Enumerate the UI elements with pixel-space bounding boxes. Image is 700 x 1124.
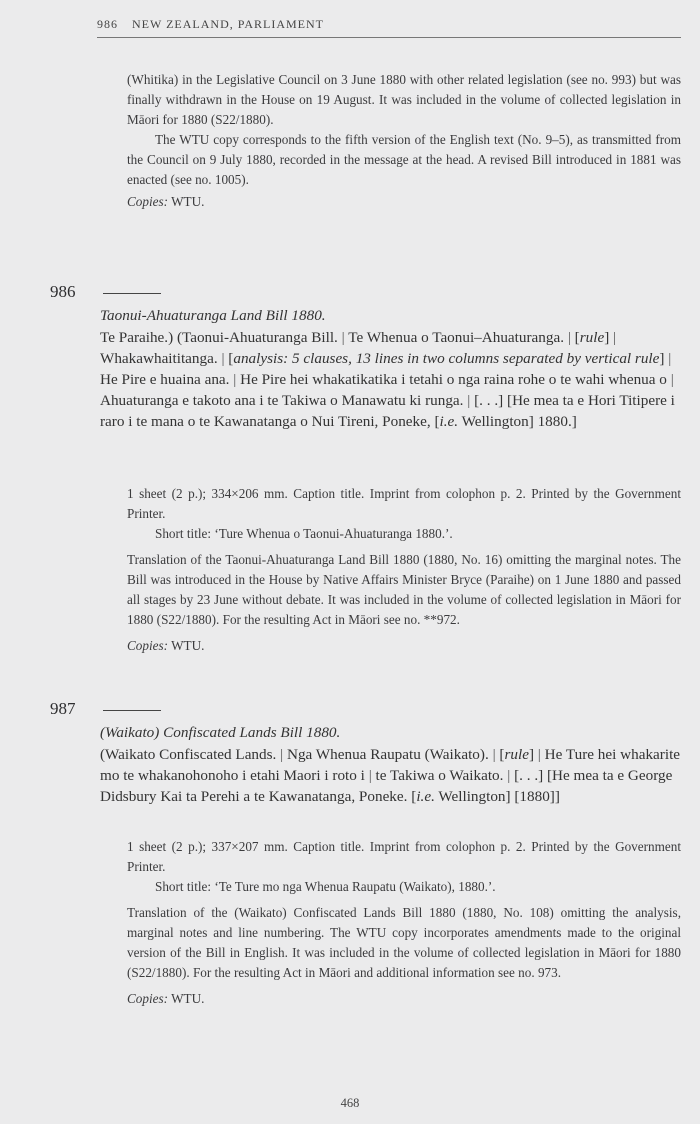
short-title: Short title: ‘Ture Whenua o Taonui-Ahuaturanga 1880.’. [155,526,453,541]
intro-paragraph-2: The WTU copy corresponds to the fifth version of the English text (No. 9–5), as transmitted from the Council on 9 July 1880, recorded in the message at the head. A revised Bill introduced in 1881 was enacted (see no. 1005). [127,132,681,187]
entry-note: Translation of the Taonui-Ahuaturanga Land Bill 1880 (1880, No. 16) omitting the marginal notes. The Bill was introduced in the House by Native Affairs Minister Bryce (Paraihe) on 1 June 1880 and passed all stages by 23 June without debate. It was included in the volume of collected legislation in Māori for 1880 (S22/1880). For the resulting Act in Māori see no. **972. [127,552,681,627]
entry-note: Translation of the (Waikato) Confiscated Lands Bill 1880 (1880, No. 108) omitting the analysis, marginal notes and line numbering. The WTU copy incorporates amendments made to the original version of the Bill in English. It was included in the volume of collected legislation in Māori for 1880 (S22/1880). For the resulting Act in Māori and additional information see no. 973. [127,905,681,980]
short-title: Short title: ‘Te Ture mo nga Whenua Raupatu (Waikato), 1880.’. [155,879,496,894]
entry-title: (Waikato) Confiscated Lands Bill 1880. [100,724,341,741]
running-head [97,17,681,38]
intro-copies: Copies: WTU. [127,194,205,209]
entry-987-notes [127,837,681,1009]
intro-block [127,70,681,212]
entry-title: Taonui-Ahuaturanga Land Bill 1880. [100,307,326,324]
header-title: NEW ZEALAND, PARLIAMENT [132,17,324,31]
folio-page-number: 468 [340,1096,360,1110]
physical-description: 1 sheet (2 p.); 334×206 mm. Caption title. Imprint from colophon p. 2. Printed by the Government Printer. [127,486,681,521]
entry-number-987: 987 [50,699,76,718]
entry-copies: Copies: WTU. [127,991,205,1006]
entry-description: (Waikato Confiscated Lands. | Nga Whenua Raupatu (Waikato). | [rule] | He Ture hei whakarite mo te whakanohonoho i etahi Maori i roto i | te Takiwa o Waikato. | [. . .] [He mea ta e George Didsbury Kai ta Perehi a te Kawanatanga, Poneke. [i.e. Wellington] [1880]] [100,746,681,805]
entry-rule [103,710,161,711]
intro-paragraph-1: (Whitika) in the Legislative Council on 3 June 1880 with other related legislation (see no. 993) but was finally withdrawn in the House on 19 August. It was included in the volume of collected legislation in Māori for 1880 (S22/1880). [127,72,681,127]
entry-rule [103,293,161,294]
header-page-number: 986 [97,17,118,31]
entry-description: Te Paraihe.) (Taonui-Ahuaturanga Bill. | Te Whenua o Taonui–Ahuaturanga. | [rule] | Whakawhaititanga. | [analysis: 5 clauses, 13 lines in two columns separated by vertical rule] | He Pire e huaina ana. | He Pire hei whakatikatika i tetahi o nga raina rohe o te wahi whenua o | Ahuaturanga e takoto ana i te Takiwa o Manawatu ki runga. | [. . .] [He mea ta e Hori Titipere i raro i te mana o te Kawanatanga o Nui Tireni, Poneke, [i.e. Wellington] 1880.] [100,329,675,430]
physical-description: 1 sheet (2 p.); 337×207 mm. Caption title. Imprint from colophon p. 2. Printed by the Government Printer. [127,839,681,874]
entry-986-notes [127,484,681,656]
entry-number-986: 986 [50,282,76,301]
entry-copies: Copies: WTU. [127,638,205,653]
